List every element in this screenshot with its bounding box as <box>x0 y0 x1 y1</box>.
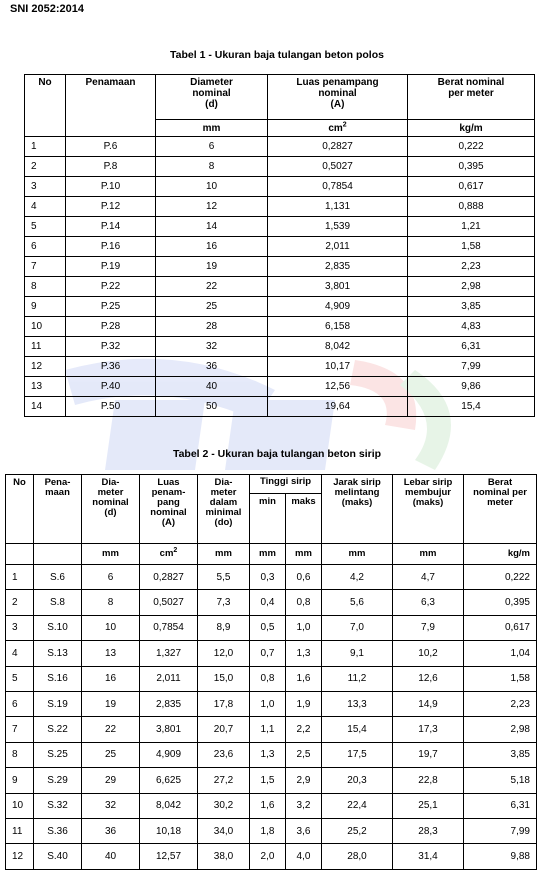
t2-unit-d: mm <box>82 544 140 565</box>
table-row <box>25 317 535 337</box>
cell-tinggi-maks: 1,0 <box>286 615 322 640</box>
cell-lebar-sirip: 14,9 <box>393 691 464 716</box>
cell-tinggi-maks: 3,2 <box>286 793 322 818</box>
cell-lebar-sirip: 28,3 <box>393 818 464 843</box>
cell-no: 11 <box>25 337 66 357</box>
cell-no: 3 <box>6 615 34 640</box>
cell-diameter: 6 <box>82 565 140 590</box>
cell-penamaan: P.22 <box>66 277 156 297</box>
cell-tinggi-min: 0,8 <box>250 666 286 691</box>
cell-penamaan: S.16 <box>34 666 82 691</box>
cell-luas: 6,625 <box>140 768 198 793</box>
cell-jarak-sirip: 25,2 <box>322 818 393 843</box>
t2-header-maks: maks <box>286 494 322 544</box>
cell-berat: 3,85 <box>408 297 535 317</box>
cell-berat: 1,04 <box>464 641 537 666</box>
cell-no: 12 <box>25 357 66 377</box>
cell-diameter: 29 <box>82 768 140 793</box>
cell-tinggi-min: 0,5 <box>250 615 286 640</box>
cell-penamaan: P.12 <box>66 197 156 217</box>
cell-berat: 0,222 <box>464 565 537 590</box>
cell-luas: 0,5027 <box>140 590 198 615</box>
cell-luas: 2,835 <box>268 257 408 277</box>
cell-penamaan: P.36 <box>66 357 156 377</box>
cell-tinggi-maks: 4,0 <box>286 844 322 869</box>
cell-penamaan: S.6 <box>34 565 82 590</box>
cell-no: 5 <box>6 666 34 691</box>
cell-berat: 2,23 <box>464 691 537 716</box>
t2-header-line: Berat <box>487 477 513 488</box>
cell-diameter: 8 <box>156 157 268 177</box>
cell-no: 2 <box>6 590 34 615</box>
cell-diameter: 36 <box>156 357 268 377</box>
t1-header-diameter <box>156 75 268 120</box>
table-row <box>6 590 537 615</box>
cell-lebar-sirip: 17,3 <box>393 717 464 742</box>
cell-penamaan: P.6 <box>66 137 156 157</box>
cell-penamaan: S.25 <box>34 742 82 767</box>
cell-berat: 0,395 <box>464 590 537 615</box>
cell-diameter: 13 <box>82 641 140 666</box>
cell-diameter-dalam: 20,7 <box>198 717 250 742</box>
cell-penamaan: S.22 <box>34 717 82 742</box>
cell-diameter: 25 <box>156 297 268 317</box>
cell-penamaan: P.14 <box>66 217 156 237</box>
t2-header-diameter <box>82 475 140 544</box>
cell-no: 11 <box>6 818 34 843</box>
t2-header-luas <box>140 475 198 544</box>
table-row <box>25 137 535 157</box>
cell-tinggi-min: 1,8 <box>250 818 286 843</box>
t2-header-tinggi-sirip: Tinggi sirip <box>250 475 322 494</box>
cell-berat: 2,98 <box>408 277 535 297</box>
cell-diameter: 40 <box>156 377 268 397</box>
t2-header-line: minimal <box>205 507 242 518</box>
t2-header-line: (do) <box>214 517 233 528</box>
cell-diameter: 22 <box>156 277 268 297</box>
t2-header-line: Luas <box>157 477 180 488</box>
t2-header-jarak-sirip <box>322 475 393 544</box>
cell-lebar-sirip: 19,7 <box>393 742 464 767</box>
cell-lebar-sirip: 31,4 <box>393 844 464 869</box>
cell-diameter-dalam: 8,9 <box>198 615 250 640</box>
table-row <box>6 641 537 666</box>
cell-penamaan: P.40 <box>66 377 156 397</box>
cell-tinggi-maks: 1,6 <box>286 666 322 691</box>
cell-jarak-sirip: 17,5 <box>322 742 393 767</box>
t2-unit-luas <box>140 544 198 565</box>
t1-header-diameter-line: nominal <box>192 88 231 99</box>
table-row <box>25 197 535 217</box>
cell-diameter-dalam: 17,8 <box>198 691 250 716</box>
t2-header-line: dalam <box>209 497 238 508</box>
t1-unit-diameter: mm <box>156 120 268 137</box>
cell-no: 8 <box>25 277 66 297</box>
t2-header-no: No <box>6 475 34 544</box>
cell-penamaan: P.25 <box>66 297 156 317</box>
cell-penamaan: S.8 <box>34 590 82 615</box>
cell-berat: 1,58 <box>408 237 535 257</box>
cell-diameter: 19 <box>82 691 140 716</box>
t2-header-min: min <box>250 494 286 544</box>
cell-penamaan: P.32 <box>66 337 156 357</box>
cell-no: 4 <box>25 197 66 217</box>
cell-berat: 6,31 <box>408 337 535 357</box>
t2-header-line: meter <box>210 487 237 498</box>
cell-no: 6 <box>6 691 34 716</box>
document-code: SNI 2052:2014 <box>10 3 84 15</box>
t2-header-line: Dia- <box>214 477 233 488</box>
table-row <box>25 277 535 297</box>
table-row <box>25 237 535 257</box>
cell-diameter: 28 <box>156 317 268 337</box>
cell-berat: 2,98 <box>464 717 537 742</box>
table-row <box>25 297 535 317</box>
t1-unit-berat: kg/m <box>408 120 535 137</box>
cell-tinggi-maks: 0,8 <box>286 590 322 615</box>
cell-tinggi-maks: 2,2 <box>286 717 322 742</box>
t1-header-luas-line: nominal <box>318 88 357 99</box>
cell-luas: 4,909 <box>268 297 408 317</box>
cell-diameter-dalam: 7,3 <box>198 590 250 615</box>
t2-header-line: nominal per <box>473 487 527 498</box>
cell-no: 7 <box>6 717 34 742</box>
cell-no: 4 <box>6 641 34 666</box>
cell-lebar-sirip: 10,2 <box>393 641 464 666</box>
cell-tinggi-maks: 2,5 <box>286 742 322 767</box>
t2-unit-min: mm <box>250 544 286 565</box>
cell-no: 3 <box>25 177 66 197</box>
t2-header-line: (A) <box>161 517 176 528</box>
table-row <box>25 357 535 377</box>
table-row <box>6 717 537 742</box>
cell-diameter-dalam: 30,2 <box>198 793 250 818</box>
cell-diameter: 16 <box>156 237 268 257</box>
cell-diameter: 32 <box>156 337 268 357</box>
cell-diameter: 10 <box>82 615 140 640</box>
cell-berat: 7,99 <box>408 357 535 377</box>
cell-diameter: 6 <box>156 137 268 157</box>
t2-header-line: pang <box>157 497 180 508</box>
cell-no: 13 <box>25 377 66 397</box>
cell-luas: 10,17 <box>268 357 408 377</box>
cell-berat: 1,58 <box>464 666 537 691</box>
cell-penamaan: S.40 <box>34 844 82 869</box>
t2-header-line: meter <box>487 497 513 508</box>
cell-tinggi-maks: 0,6 <box>286 565 322 590</box>
cell-luas: 6,158 <box>268 317 408 337</box>
table-row <box>6 818 537 843</box>
t1-unit-luas-base: cm <box>328 122 343 134</box>
cell-tinggi-min: 1,3 <box>250 742 286 767</box>
cell-no: 6 <box>25 237 66 257</box>
t1-body <box>25 137 535 417</box>
t1-header-berat <box>408 75 535 120</box>
cell-tinggi-min: 1,6 <box>250 793 286 818</box>
t2-unit-berat: kg/m <box>464 544 537 565</box>
cell-penamaan: P.50 <box>66 397 156 417</box>
cell-no: 1 <box>25 137 66 157</box>
t2-unit-luas-exp: 2 <box>173 546 178 554</box>
t2-unit-blank <box>34 544 82 565</box>
cell-luas: 12,57 <box>140 844 198 869</box>
cell-berat: 0,617 <box>464 615 537 640</box>
t2-header-penamaan <box>34 475 82 544</box>
cell-luas: 2,835 <box>140 691 198 716</box>
t1-header-no: No <box>25 75 66 137</box>
t1-unit-luas-exp: 2 <box>342 121 347 129</box>
cell-jarak-sirip: 9,1 <box>322 641 393 666</box>
t1-header-berat-line: Berat nominal <box>437 77 505 88</box>
cell-lebar-sirip: 7,9 <box>393 615 464 640</box>
t2-header-line: meter <box>97 487 124 498</box>
cell-diameter: 22 <box>82 717 140 742</box>
cell-no: 5 <box>25 217 66 237</box>
cell-berat: 0,222 <box>408 137 535 157</box>
t1-header-berat-line: per meter <box>448 88 494 99</box>
cell-luas: 3,801 <box>140 717 198 742</box>
table-row <box>6 768 537 793</box>
t2-header-berat <box>464 475 537 544</box>
t1-header-penamaan: Penamaan <box>66 75 156 137</box>
cell-no: 7 <box>25 257 66 277</box>
cell-penamaan: P.16 <box>66 237 156 257</box>
cell-luas: 2,011 <box>140 666 198 691</box>
cell-berat: 0,395 <box>408 157 535 177</box>
table-row <box>25 257 535 277</box>
cell-penamaan: P.8 <box>66 157 156 177</box>
t1-header-luas-line: (A) <box>330 99 345 110</box>
t1-unit-luas <box>268 120 408 137</box>
cell-diameter: 14 <box>156 217 268 237</box>
cell-luas: 1,539 <box>268 217 408 237</box>
cell-jarak-sirip: 13,3 <box>322 691 393 716</box>
cell-berat: 0,617 <box>408 177 535 197</box>
cell-no: 14 <box>25 397 66 417</box>
cell-berat: 1,21 <box>408 217 535 237</box>
t2-header-line: membujur <box>405 487 451 498</box>
cell-luas: 0,7854 <box>268 177 408 197</box>
t2-body <box>6 565 537 870</box>
cell-berat: 4,83 <box>408 317 535 337</box>
table-row <box>25 397 535 417</box>
cell-luas: 19,64 <box>268 397 408 417</box>
t2-unit-maks: mm <box>286 544 322 565</box>
cell-berat: 0,888 <box>408 197 535 217</box>
cell-tinggi-min: 0,3 <box>250 565 286 590</box>
table-row <box>6 565 537 590</box>
cell-jarak-sirip: 4,2 <box>322 565 393 590</box>
t1-header-diameter-line: (d) <box>205 99 218 110</box>
cell-no: 8 <box>6 742 34 767</box>
cell-tinggi-maks: 2,9 <box>286 768 322 793</box>
cell-berat: 15,4 <box>408 397 535 417</box>
cell-no: 10 <box>25 317 66 337</box>
cell-penamaan: P.10 <box>66 177 156 197</box>
cell-diameter: 16 <box>82 666 140 691</box>
cell-penamaan: S.29 <box>34 768 82 793</box>
cell-tinggi-min: 0,7 <box>250 641 286 666</box>
cell-diameter-dalam: 5,5 <box>198 565 250 590</box>
cell-luas: 2,011 <box>268 237 408 257</box>
cell-no: 9 <box>6 768 34 793</box>
table-row <box>25 377 535 397</box>
cell-no: 9 <box>25 297 66 317</box>
cell-luas: 1,327 <box>140 641 198 666</box>
table-row <box>25 157 535 177</box>
cell-tinggi-min: 1,0 <box>250 691 286 716</box>
cell-no: 12 <box>6 844 34 869</box>
table-row <box>6 666 537 691</box>
cell-tinggi-min: 0,4 <box>250 590 286 615</box>
table-row <box>6 793 537 818</box>
cell-diameter: 25 <box>82 742 140 767</box>
cell-luas: 0,2827 <box>268 137 408 157</box>
cell-diameter-dalam: 34,0 <box>198 818 250 843</box>
cell-diameter-dalam: 23,6 <box>198 742 250 767</box>
cell-diameter: 19 <box>156 257 268 277</box>
cell-penamaan: S.10 <box>34 615 82 640</box>
cell-no: 2 <box>25 157 66 177</box>
cell-penamaan: P.28 <box>66 317 156 337</box>
cell-diameter: 40 <box>82 844 140 869</box>
cell-jarak-sirip: 5,6 <box>322 590 393 615</box>
t1-header-diameter-line: Diameter <box>190 77 233 88</box>
cell-lebar-sirip: 22,8 <box>393 768 464 793</box>
t2-header-line: (maks) <box>412 497 444 508</box>
cell-berat: 9,88 <box>464 844 537 869</box>
cell-tinggi-min: 2,0 <box>250 844 286 869</box>
cell-diameter-dalam: 15,0 <box>198 666 250 691</box>
t2-header-line: maan <box>45 487 70 498</box>
cell-diameter: 50 <box>156 397 268 417</box>
t2-header-line: nominal <box>92 497 129 508</box>
t2-unit-do: mm <box>198 544 250 565</box>
cell-luas: 0,2827 <box>140 565 198 590</box>
cell-luas: 4,909 <box>140 742 198 767</box>
cell-diameter-dalam: 12,0 <box>198 641 250 666</box>
cell-berat: 2,23 <box>408 257 535 277</box>
table2-sirip <box>5 474 537 870</box>
cell-diameter: 10 <box>156 177 268 197</box>
cell-jarak-sirip: 28,0 <box>322 844 393 869</box>
cell-berat: 5,18 <box>464 768 537 793</box>
cell-diameter-dalam: 27,2 <box>198 768 250 793</box>
cell-jarak-sirip: 20,3 <box>322 768 393 793</box>
cell-penamaan: S.32 <box>34 793 82 818</box>
cell-berat: 3,85 <box>464 742 537 767</box>
cell-luas: 0,5027 <box>268 157 408 177</box>
cell-tinggi-maks: 1,3 <box>286 641 322 666</box>
cell-penamaan: S.36 <box>34 818 82 843</box>
cell-penamaan: S.13 <box>34 641 82 666</box>
t2-unit-blank <box>6 544 34 565</box>
t2-unit-jarak: mm <box>322 544 393 565</box>
t2-header-line: (maks) <box>341 497 373 508</box>
t2-unit-luas-base: cm <box>159 548 174 559</box>
cell-lebar-sirip: 25,1 <box>393 793 464 818</box>
cell-luas: 8,042 <box>268 337 408 357</box>
t2-header-line: penam- <box>151 487 186 498</box>
table-row <box>6 691 537 716</box>
cell-jarak-sirip: 22,4 <box>322 793 393 818</box>
table1-caption: Tabel 1 - Ukuran baja tulangan beton polos <box>170 49 384 61</box>
cell-jarak-sirip: 15,4 <box>322 717 393 742</box>
t2-header-line: Jarak sirip <box>333 477 381 488</box>
cell-lebar-sirip: 12,6 <box>393 666 464 691</box>
table1-polos <box>24 74 535 417</box>
cell-jarak-sirip: 11,2 <box>322 666 393 691</box>
table-row <box>25 217 535 237</box>
t2-header-lebar-sirip <box>393 475 464 544</box>
table-row <box>6 615 537 640</box>
table2-caption: Tabel 2 - Ukuran baja tulangan beton sirip <box>172 448 382 460</box>
cell-berat: 6,31 <box>464 793 537 818</box>
cell-diameter: 8 <box>82 590 140 615</box>
t2-header-line: nominal <box>150 507 187 518</box>
t2-header-line: Lebar sirip <box>403 477 453 488</box>
cell-diameter-dalam: 38,0 <box>198 844 250 869</box>
table-row <box>25 337 535 357</box>
t2-header-line: Pena- <box>44 477 71 488</box>
cell-luas: 1,131 <box>268 197 408 217</box>
cell-tinggi-maks: 3,6 <box>286 818 322 843</box>
t1-header-luas-line: Luas penampang <box>296 77 379 88</box>
cell-diameter: 32 <box>82 793 140 818</box>
cell-luas: 10,18 <box>140 818 198 843</box>
cell-tinggi-min: 1,5 <box>250 768 286 793</box>
cell-diameter: 12 <box>156 197 268 217</box>
cell-jarak-sirip: 7,0 <box>322 615 393 640</box>
t2-header-diameter-dalam <box>198 475 250 544</box>
cell-no: 10 <box>6 793 34 818</box>
cell-tinggi-maks: 1,9 <box>286 691 322 716</box>
cell-lebar-sirip: 4,7 <box>393 565 464 590</box>
t2-header-line: (d) <box>104 507 117 518</box>
t2-header-line: melintang <box>334 487 380 498</box>
cell-berat: 7,99 <box>464 818 537 843</box>
cell-luas: 0,7854 <box>140 615 198 640</box>
table-row <box>6 844 537 869</box>
cell-berat: 9,86 <box>408 377 535 397</box>
t1-header-luas <box>268 75 408 120</box>
t2-header-line: Dia- <box>101 477 120 488</box>
cell-diameter: 36 <box>82 818 140 843</box>
cell-tinggi-min: 1,1 <box>250 717 286 742</box>
cell-lebar-sirip: 6,3 <box>393 590 464 615</box>
table-row <box>6 742 537 767</box>
cell-luas: 12,56 <box>268 377 408 397</box>
t2-unit-lebar: mm <box>393 544 464 565</box>
cell-no: 1 <box>6 565 34 590</box>
cell-penamaan: P.19 <box>66 257 156 277</box>
cell-luas: 8,042 <box>140 793 198 818</box>
cell-luas: 3,801 <box>268 277 408 297</box>
table-row <box>25 177 535 197</box>
cell-penamaan: S.19 <box>34 691 82 716</box>
